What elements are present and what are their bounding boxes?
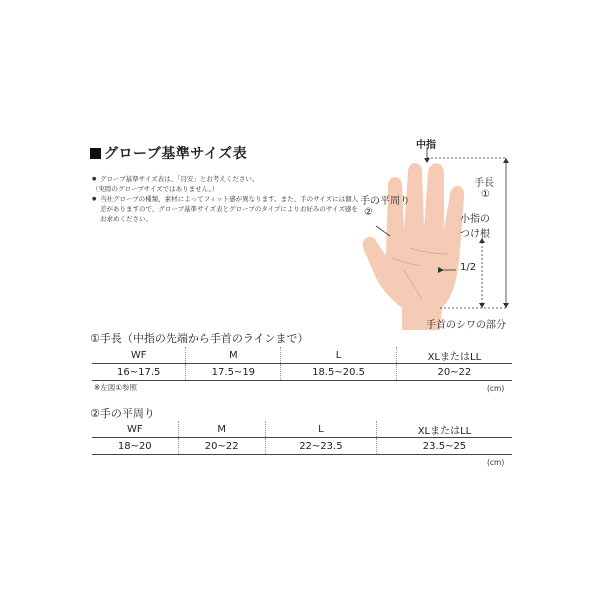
table2-header-cell: WF — [92, 421, 178, 438]
title-square-icon — [90, 148, 101, 159]
notes — [92, 174, 362, 224]
table1-value-row — [92, 364, 512, 381]
label-pinky-base-2: つけ根 — [460, 229, 490, 240]
table1-note: ※左図①参照 — [94, 383, 138, 392]
table1-value-cell: 20~22 — [396, 364, 512, 381]
note-2: （実際のグローブサイズではありません。） — [92, 185, 219, 193]
arrow-middle-down-icon — [424, 158, 430, 163]
table2-value-cell: 18~20 — [92, 438, 178, 455]
label-palm-circ-num: ② — [364, 207, 373, 218]
table1-header-cell: WF — [92, 347, 186, 364]
arrow-length-top-icon — [503, 158, 509, 163]
note-3: ● 当社グローブの種類、素材によってフィット感が異なります。また、手のサイズには個人差がありますので、グローブ基準サイズ表とグローブのタイプによりお好みのサイズ感をお求めください。 — [92, 194, 362, 224]
table2-header-row — [92, 421, 512, 438]
table2-unit: (cm) — [487, 458, 505, 467]
table1-header-cell: XLまたはLL — [396, 347, 512, 364]
label-wrist-crease: 手首のシワの部分 — [426, 320, 506, 331]
table2-header-cell: M — [178, 421, 265, 438]
table2-value-cell: 22~23.5 — [265, 438, 376, 455]
table1-value-cell: 18.5~20.5 — [281, 364, 396, 381]
table1-header-cell: M — [186, 347, 281, 364]
label-hand-length-num: ① — [481, 189, 490, 200]
label-middle-finger: 中指 — [416, 140, 436, 151]
table1-unit: (cm) — [487, 384, 505, 393]
table1-value-cell: 16~17.5 — [92, 364, 186, 381]
hand-illustration — [363, 163, 464, 330]
table2-value-cell: 23.5~25 — [376, 438, 512, 455]
title-text: グローブ基準サイズ表 — [104, 146, 248, 162]
label-half: 1/2 — [460, 262, 477, 273]
hand-shape — [363, 163, 464, 330]
arrow-length-bottom-icon — [503, 303, 509, 308]
table2-value-cell: 20~22 — [178, 438, 265, 455]
note-1: ● グローブ基準サイズ表は、「目安」とお考えください。 — [92, 174, 362, 184]
table2-title: ②手の平周り — [90, 407, 155, 420]
hand-length-table — [92, 347, 512, 381]
palm-circ-table — [92, 421, 512, 455]
page-title — [90, 143, 247, 163]
label-pinky-base-1: 小指の — [460, 214, 490, 225]
table2-header-cell: XLまたはLL — [376, 421, 512, 438]
label-hand-length: 手長 — [474, 178, 494, 189]
table2-header-cell: L — [265, 421, 376, 438]
hand-diagram — [330, 130, 520, 340]
table1-header-cell: L — [281, 347, 396, 364]
label-palm-circ: 手の平周り — [360, 196, 410, 207]
arrow-pinky-bottom-icon — [479, 303, 485, 308]
table2-value-row — [92, 438, 512, 455]
table1-title: ①手長（中指の先端から手首のラインまで） — [90, 332, 309, 345]
table1-header-row — [92, 347, 512, 364]
table1-value-cell: 17.5~19 — [186, 364, 281, 381]
